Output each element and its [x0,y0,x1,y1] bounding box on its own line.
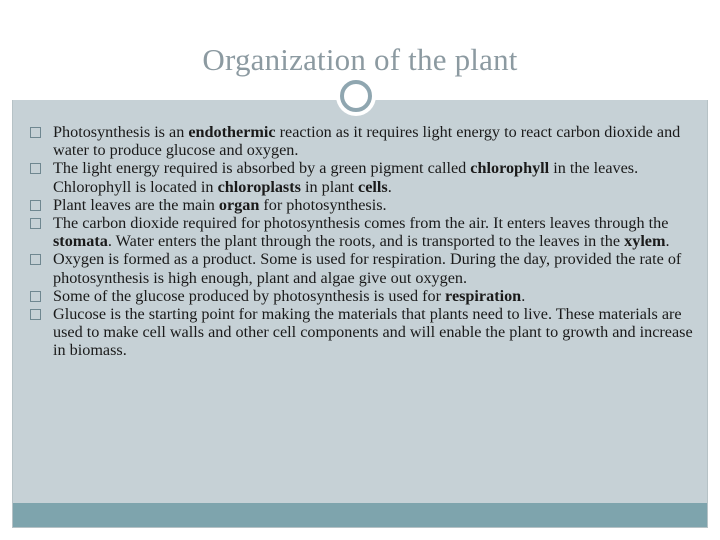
bullet-list [13,123,703,360]
bullet-text: reaction as it requires light energy to react carbon dioxide and water to produce glucose and oxygen. [53,123,681,160]
bullet-text: for photosynthesis. [259,195,387,214]
footer-bar [13,503,707,527]
hollow-square-bullet-icon [30,254,41,265]
bullet-keyword: xylem [624,232,666,251]
bullet-text: The light energy required is absorbed by a green pigment called [53,159,471,178]
hollow-square-bullet-icon [30,127,41,138]
bullet-text: The carbon dioxide required for photosynthesis comes from the air. It enters leaves through the [53,214,669,233]
bullet-text: Oxygen is formed as a product. Some is used for respiration. During the day, provided the rate of photosynthesis is high enough, plant and algae give out oxygen. [53,250,682,287]
slide-title: Organization of the plant [202,42,518,77]
hollow-square-bullet-icon [30,291,41,302]
hollow-square-bullet-icon [30,200,41,211]
bullet-item [13,196,703,214]
ring-ornament-icon [340,80,372,112]
bullet-keyword: respiration [445,286,522,305]
bullet-text: . Water enters the plant through the roots, and is transported to the leaves in the [107,232,625,251]
bullet-text: Some of the glucose produced by photosynthesis is used for [53,286,446,305]
bullet-keyword: organ [218,195,260,214]
bullet-keyword: chloroplasts [217,177,301,196]
bullet-item [13,214,703,250]
bullet-text: . [665,232,670,251]
hollow-square-bullet-icon [30,309,41,320]
bullet-text: . [521,286,526,305]
bullet-text: in plant [300,177,359,196]
hollow-square-bullet-icon [30,218,41,229]
bullet-keyword: cells [358,177,388,196]
bullet-text: Glucose is the starting point for making the materials that plants need to live. These materials are used to make cell walls and other cell components and will enable the plant to growth and increase in biomass. [53,305,693,360]
bullet-keyword: chlorophyll [470,159,550,178]
bullet-text: Photosynthesis is an [53,123,189,141]
bullet-keyword: stomata [53,232,108,251]
bullet-item [13,305,703,360]
bullet-text: . [387,177,392,196]
bullet-item [13,159,703,195]
bullet-item [13,250,703,286]
bullet-text: Plant leaves are the main [53,195,219,214]
content-panel [13,100,707,503]
bullet-item [13,123,703,159]
bullet-item [13,287,703,305]
hollow-square-bullet-icon [30,163,41,174]
bullet-keyword: endothermic [188,123,276,141]
bullet-text: in the leaves. Chlorophyll is located in [53,159,639,196]
